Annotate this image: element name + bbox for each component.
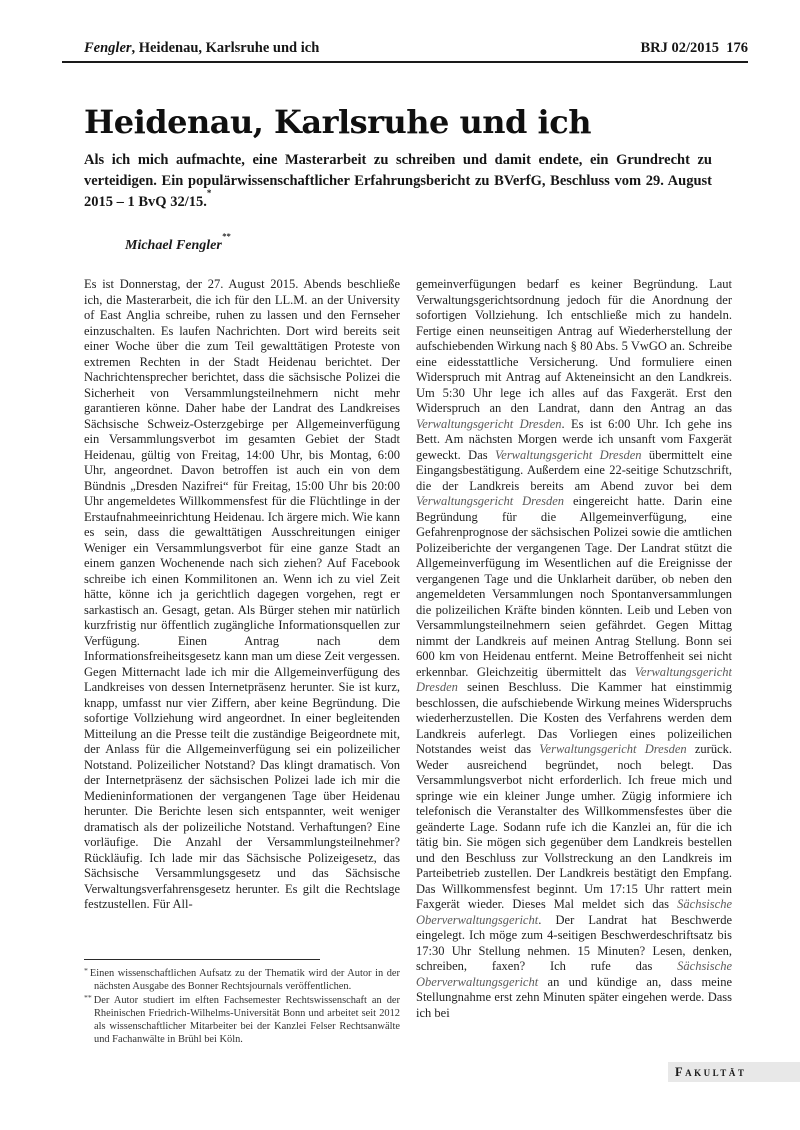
section-label: Fakultät (675, 1064, 747, 1079)
footnote-2-marker: ** (84, 993, 92, 1003)
footnote-1-marker: * (84, 966, 88, 976)
section-footer-bar (668, 1062, 800, 1082)
footnote-2-text: Der Autor studiert im elften Fachsemester Rechtswissenschaft an der Rheinischen Friedrich-Wilhelms-Universität Bonn und arbeitet seit 2012 als wissenschaftlicher Mitarbeiter bei der Kanzlei Felser Rechtsanwälte und Fachanwälte in Brühl bei Köln. (93, 995, 400, 1045)
right-column (416, 277, 732, 1047)
footnote-1-text: Einen wissenschaftlichen Aufsatz zu der Thematik wird der Autor in der nächsten Ausgabe des Bonner Rechtsjournals veröffentlichen. (89, 968, 400, 992)
left-column (84, 277, 400, 1047)
footnote-1 (84, 967, 400, 993)
footnote-block (84, 959, 400, 1047)
footnote-2 (84, 994, 400, 1046)
article-subtitle: Als ich mich aufmachte, eine Masterarbeit zu schreiben und damit endete, ein Grundrecht zu verteidigen. Ein populärwissenschaftlicher Erfahrungsbericht zu BVerfG, Beschluss vom 29. August 2015 – 1 BvQ 32/15.* (84, 152, 712, 210)
author-name: Michael Fengler** (125, 231, 231, 253)
running-title: Fengler, Heidenau, Karlsruhe und ich (84, 40, 320, 56)
footnote-rule (84, 959, 320, 960)
header-rule (62, 61, 748, 63)
journal-reference-and-page-number: BRJ 02/2015 176 (640, 40, 748, 56)
running-header (84, 40, 748, 57)
left-column-text: Es ist Donnerstag, der 27. August 2015. Abends beschließe ich, die Masterarbeit, die ich für den LL.M. an der University of East Anglia schreibe, ruhen zu lassen und den Fernseher einzuschalten. Es laufen Nachrichten. Dort wird bereits seit einer Woche über die zum Teil gewalttätigen Proteste von extremen Rechten in der Stadt Heidenau berichtet. Der Nachrichtensprecher berichtet, dass die sächsische Polizei die Sicherheit von Versammlungsteilnehmern nicht mehr garantieren könne. Daher habe der Landrat des Landkreises Sächsische Schweiz-Osterzgebirge per Allgemeinverfügung ein Versammlungsverbot im gesamten Gebiet der Stadt Heidenau, gültig von Freitag, 14:00 Uhr, bis Montag, 6:00 Uhr, angeordnet. Davon betroffen ist auch ein von dem Bündnis „Dresden Nazifrei“ für Freitag, 15:00 Uhr bis 20:00 Uhr angemeldetes Willkommensfest für die Flüchtlinge in der Erstaufnahmeeinrichtung Heidenau. Ich ärgere mich. Wie kann es sein, dass die gewalttätigen Ausschreitungen einiger Weniger ein Versammlungsverbot für eine ganze Stadt an einem ganzen Wochenende nach sich ziehen? Auf Facebook schreibe ich einen Kommilitonen an. Wenn ich zu viel Zeit hätte, könne ich ja gerichtlich dagegen vorgehen, regt er sarkastisch an. Gesagt, getan. Als Bürger stehen mir natürlich kurzfristig nur öffentlich zugängliche Informationsquellen zur Verfügung. Einen Antrag nach dem Informationsfreiheitsgesetz kann man um diese Zeit vergessen. Gegen Mitternacht lade ich mir die Allgemeinverfügung des Landkreises von dessen Internetpräsenz herunter. Sie ist kurz, knapp, umfasst nur vier Ziffern, aber keine Begründung. Die sofortige Vollziehung wird angeordnet. In einer begleitenden Mitteilung an die Presse teilt die zuständige Beigeordnete mit, der Anlass für die Allgemeinverfügung sei ein polizeilicher Notstand. Polizeilicher Notstand? Das klingt dramatisch. Von der Internetpräsenz der sächsischen Polizei lade ich mir die Medieninformationen der vergangenen Tage über Heidenau herunter. Die Berichte lesen sich entspannter, weit weniger dramatisch als der polizeiliche Notstand. Verhaftungen? Eine vorläufige. Die Anzahl der Versammlungsteilnehmer? Rückläufig. Ich lade mir das Sächsische Polizeigesetz, das Sächsische Versammlungsgesetz und das Sächsische Verwaltungsverfahrensgesetz herunter. Es gilt die Rechtslage festzustellen. Für All- (84, 277, 400, 911)
article-body (84, 277, 732, 1047)
right-column-text: gemeinverfügungen bedarf es keiner Begründung. Laut Verwaltungsgerichtsordnung jedoch für die Anordnung der sofortigen Vollziehung. Ich entschließe mich zu handeln. Fertige einen neunseitigen Antrag auf Wiederherstellung der aufschiebenden Wirkung nach § 80 Abs. 5 VwGO an. Schreibe eine eidesstattliche Versicherung. Und formuliere einen Widerspruch mit Antrag auf Akteneinsicht an den Landkreis. Um 5:30 Uhr lege ich alles auf das Faxgerät. Erst den Widerspruch an den Landrat, dann den Antrag an das Verwaltungsgericht Dresden. Es ist 6:00 Uhr. Ich gehe ins Bett. Am nächsten Morgen werde ich unsanft vom Faxgerät geweckt. Das Verwaltungsgericht Dresden übermittelt eine Eingangsbestätigung. Außerdem eine 22-seitige Schutzschrift, die der Landkreis bereits am Abend zuvor bei dem Verwaltungsgericht Dresden eingereicht hatte. Darin eine Begründung für die Allgemeinverfügung, eine Gefahrenprognose der sächsischen Polizei sowie die amtlichen Polizeiberichte der vergangenen Tage. Der Landrat stützt die Allgemeinverfügung im Wesentlichen auf die Ereignisse der vergangenen Tage und die Unklarheit darüber, ob neben den angemeldeten Versammlungen noch Spontanversammlungen die polizeilichen Kräfte binden könnten. Leib und Leben von Versammlungsteilnehmern seien gefährdet. Gegen Mittag nimmt der Landkreis auf meinen Antrag Stellung. Bonn sei 600 km von Heidenau entfernt. Meine Betroffenheit sei nicht erkennbar. Gleichzeitig übermittelt das Verwaltungsgericht Dresden seinen Beschluss. Die Kammer hat einstimmig beschlossen, die aufschiebende Wirkung meines Widerspruchs wiederherzustellen. Die Kosten des Verfahrens werden dem Landkreis auferlegt. Das Vorliegen eines polizeilichen Notstandes weist das Verwaltungsgericht Dresden zurück. Weder ausreichend begründet, noch belegt. Das Versammlungsverbot nicht erforderlich. Ich freue mich und springe wie ein kleiner Junge umher. Zügig informiere ich telefonisch die Veranstalter des Willkommensfestes über die geänderte Lage. Sodann rufe ich die Kanzlei an, für die ich tätig bin. Sie mögen sich gegenüber dem Landkreis bestellen und den Beschluss zur Vollstreckung an den Landkreis im Parteibetrieb zustellen. Der Landkreis bestätigt den Empfang. Das Willkommensfest beginnt. Um 17:15 Uhr rattert mein Faxgerät wieder. Dieses Mal meldet sich das Sächsische Oberverwaltungsgericht. Der Landrat hat Beschwerde eingelegt. Ich möge zum 4-seitigen Beschwerdeschriftsatz bis 17:30 Uhr Stellung nehmen. 15 Minuten? Lesen, denken, schreiben, faxen? Ich rufe das Sächsische Oberverwaltungsgericht an und kündige an, dass meine Stellungnahme erst zehn Minuten später eingehen werde. Dass ich bei (416, 277, 732, 1020)
article-title: Heidenau, Karlsruhe und ich (84, 103, 591, 141)
